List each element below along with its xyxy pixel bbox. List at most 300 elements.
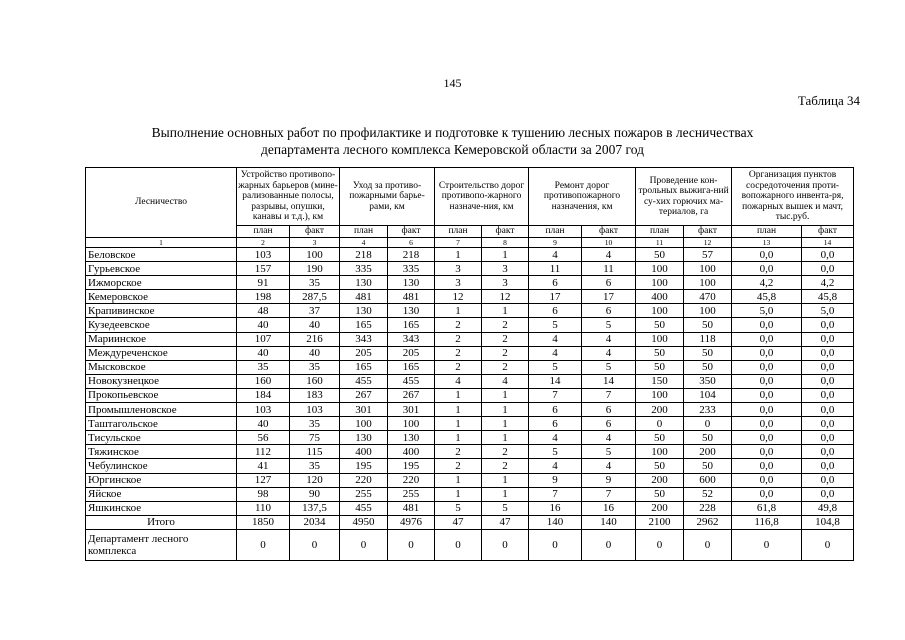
table-cell: 255 [388,487,435,501]
table-cell: 40 [290,318,340,332]
table-cell: 1 [435,431,482,445]
table-cell: 45,8 [802,290,854,304]
table-cell: 5 [435,501,482,515]
table-cell: 50 [636,248,684,262]
table-cell: 49,8 [802,501,854,515]
column-number: 4 [340,238,388,248]
table-cell: 91 [237,276,290,290]
document-title [80,124,825,158]
table-cell: 16 [529,501,582,515]
table-row [86,388,854,402]
table-cell: 50 [636,431,684,445]
table-row [86,304,854,318]
table-cell: 343 [340,332,388,346]
table-cell: 267 [340,388,388,402]
header-fire-points: Организация пунктов сосредоточения проти-вопожарного инвента-ря, пожарных вышек и мачт, тыс.руб. [732,168,854,226]
table-cell: 2 [482,332,529,346]
table-cell: 5 [582,360,636,374]
table-cell: 56 [237,431,290,445]
table-cell: 9 [529,473,582,487]
table-cell: 35 [290,360,340,374]
table-cell: 4 [482,374,529,388]
department-row [86,529,854,560]
table-row [86,501,854,515]
table-row [86,459,854,473]
table-cell: 5 [529,445,582,459]
table-cell: 335 [340,262,388,276]
table-cell: 0 [684,529,732,560]
table-cell: 127 [237,473,290,487]
table-cell: 0,0 [802,473,854,487]
table-cell: 11 [582,262,636,276]
forestry-name: Ижморское [86,276,237,290]
table-cell: 0,0 [732,417,802,431]
table-cell: 4 [582,346,636,360]
header-road-repair: Ремонт дорог противопожарного назначения, км [529,168,636,226]
table-cell: 150 [636,374,684,388]
table-cell: 100 [684,276,732,290]
table-cell: 0,0 [732,388,802,402]
table-cell: 0 [529,529,582,560]
table-cell: 0,0 [732,431,802,445]
table-cell: 130 [340,276,388,290]
table-cell: 0,0 [802,360,854,374]
table-cell: 103 [237,248,290,262]
fact-header: факт [290,226,340,238]
table-row [86,276,854,290]
table-cell: 205 [388,346,435,360]
plan-header: план [529,226,582,238]
table-cell: 6 [582,417,636,431]
forestry-name: Итого [86,515,237,529]
table-cell: 4 [582,332,636,346]
table-cell: 3 [435,262,482,276]
table-cell: 4976 [388,515,435,529]
table-cell: 1 [482,388,529,402]
table-cell: 0,0 [802,332,854,346]
table-cell: 0 [290,529,340,560]
table-cell: 195 [340,459,388,473]
table-cell: 0,0 [732,473,802,487]
table-row [86,431,854,445]
table-cell: 50 [684,459,732,473]
column-number: 6 [388,238,435,248]
table-cell: 0 [237,529,290,560]
table-cell: 0,0 [732,262,802,276]
forestry-name: Междуреченское [86,346,237,360]
table-cell: 1 [435,473,482,487]
table-cell: 50 [636,346,684,360]
forestry-works-table [85,167,854,561]
table-cell: 2 [435,318,482,332]
column-number: 7 [435,238,482,248]
table-cell: 195 [388,459,435,473]
table-cell: 2 [435,445,482,459]
table-row [86,487,854,501]
table-cell: 343 [388,332,435,346]
table-cell: 0 [482,529,529,560]
table-cell: 1 [482,417,529,431]
table-cell: 470 [684,290,732,304]
table-cell: 40 [237,318,290,332]
column-number: 10 [582,238,636,248]
table-row [86,318,854,332]
table-cell: 0 [636,529,684,560]
table-cell: 2962 [684,515,732,529]
table-cell: 115 [290,445,340,459]
table-cell: 0,0 [732,332,802,346]
table-cell: 61,8 [732,501,802,515]
table-cell: 200 [684,445,732,459]
table-cell: 0 [388,529,435,560]
table-cell: 4950 [340,515,388,529]
table-cell: 100 [684,304,732,318]
table-cell: 100 [636,332,684,346]
forestry-name: Кузедеевское [86,318,237,332]
total-row [86,515,854,529]
table-cell: 5,0 [732,304,802,318]
table-cell: 5 [529,318,582,332]
table-cell: 14 [529,374,582,388]
table-cell: 190 [290,262,340,276]
plan-header: план [732,226,802,238]
table-cell: 6 [582,276,636,290]
column-number: 13 [732,238,802,248]
table-cell: 233 [684,403,732,417]
table-row [86,248,854,262]
table-cell: 37 [290,304,340,318]
table-cell: 6 [529,403,582,417]
table-cell: 4 [529,332,582,346]
table-cell: 5 [529,360,582,374]
table-row [86,417,854,431]
table-cell: 57 [684,248,732,262]
table-cell: 0 [340,529,388,560]
column-number: 2 [237,238,290,248]
table-cell: 400 [388,445,435,459]
table-cell: 5 [582,318,636,332]
table-cell: 0,0 [802,262,854,276]
table-cell: 4 [529,459,582,473]
table-cell: 1 [482,304,529,318]
forestry-name: Кемеровское [86,290,237,304]
header-barrier-care: Уход за противо-пожарными барье-рами, км [340,168,435,226]
table-cell: 200 [636,473,684,487]
table-cell: 5 [482,501,529,515]
page-number: 145 [443,76,462,90]
table-row [86,262,854,276]
table-cell: 103 [237,403,290,417]
table-cell: 17 [529,290,582,304]
title-line-1: Выполнение основных работ по профилактике и подготовке к тушению лесных пожаров в лесничествах [151,125,754,140]
table-cell: 118 [684,332,732,346]
table-cell: 4,2 [802,276,854,290]
table-cell: 481 [340,290,388,304]
table-cell: 50 [636,459,684,473]
table-cell: 35 [290,417,340,431]
table-cell: 4 [435,374,482,388]
forestry-name: Яйское [86,487,237,501]
table-cell: 600 [684,473,732,487]
table-cell: 1 [482,248,529,262]
forestry-name: Мысковское [86,360,237,374]
table-cell: 2 [435,346,482,360]
table-cell: 47 [482,515,529,529]
table-cell: 40 [237,417,290,431]
forestry-name: Департамент лесного комплекса [86,529,237,560]
table-cell: 110 [237,501,290,515]
forestry-name: Гурьевское [86,262,237,276]
forestry-name: Юргинское [86,473,237,487]
table-cell: 157 [237,262,290,276]
column-number: 11 [636,238,684,248]
table-cell: 255 [340,487,388,501]
table-cell: 0,0 [802,388,854,402]
forestry-name: Чебулинское [86,459,237,473]
table-cell: 0,0 [802,487,854,501]
table-body [86,248,854,561]
fact-header: факт [482,226,529,238]
table-cell: 4 [582,248,636,262]
header-row [86,168,854,226]
table-cell: 0,0 [802,248,854,262]
table-cell: 218 [340,248,388,262]
forestry-name: Новокузнецкое [86,374,237,388]
column-number: 3 [290,238,340,248]
fact-header: факт [802,226,854,238]
table-cell: 52 [684,487,732,501]
table-cell: 9 [582,473,636,487]
fact-header: факт [582,226,636,238]
table-cell: 184 [237,388,290,402]
table-cell: 0 [684,417,732,431]
table-cell: 100 [636,445,684,459]
table-cell: 2 [482,445,529,459]
table-cell: 4,2 [732,276,802,290]
table-cell: 0,0 [802,431,854,445]
table-cell: 7 [582,388,636,402]
table-cell: 16 [582,501,636,515]
table-cell: 0,0 [802,445,854,459]
table-cell: 287,5 [290,290,340,304]
table-cell: 200 [636,403,684,417]
table-cell: 218 [388,248,435,262]
table-cell: 0 [802,529,854,560]
plan-header: план [340,226,388,238]
table-cell: 220 [388,473,435,487]
table-cell: 2 [482,360,529,374]
table-cell: 98 [237,487,290,501]
table-cell: 1 [482,431,529,445]
table-cell: 41 [237,459,290,473]
table-row [86,332,854,346]
table-cell: 0,0 [802,318,854,332]
column-number: 9 [529,238,582,248]
table-cell: 455 [340,501,388,515]
table-cell: 40 [237,346,290,360]
plan-header: план [636,226,684,238]
table-cell: 100 [636,388,684,402]
table-cell: 116,8 [732,515,802,529]
table-cell: 183 [290,388,340,402]
forestry-name: Беловское [86,248,237,262]
table-cell: 100 [388,417,435,431]
header-barriers: Устройство противопо-жарных барьеров (мине-рализованные полосы, разрывы, опушки, канавы и т.д.), км [237,168,340,226]
table-cell: 100 [636,304,684,318]
table-cell: 1 [482,473,529,487]
table-cell: 481 [388,290,435,304]
table-cell: 2 [482,346,529,360]
table-cell: 130 [388,304,435,318]
column-number: 8 [482,238,529,248]
table-cell: 6 [529,276,582,290]
table-cell: 1 [435,417,482,431]
table-cell: 2 [435,360,482,374]
table-cell: 130 [388,431,435,445]
table-cell: 0,0 [732,318,802,332]
table-cell: 35 [290,276,340,290]
table-cell: 205 [340,346,388,360]
table-cell: 267 [388,388,435,402]
table-cell: 1850 [237,515,290,529]
table-cell: 100 [636,276,684,290]
forestry-name: Мариинское [86,332,237,346]
table-cell: 50 [636,318,684,332]
table-cell: 100 [684,262,732,276]
table-cell: 120 [290,473,340,487]
table-cell: 137,5 [290,501,340,515]
table-cell: 50 [684,346,732,360]
table-cell: 7 [582,487,636,501]
table-cell: 2034 [290,515,340,529]
table-cell: 75 [290,431,340,445]
table-cell: 400 [636,290,684,304]
table-row [86,346,854,360]
table-cell: 48 [237,304,290,318]
table-cell: 165 [340,318,388,332]
table-cell: 0,0 [802,403,854,417]
forestry-name: Прокопьевское [86,388,237,402]
table-cell: 0,0 [732,487,802,501]
table-cell: 11 [529,262,582,276]
table-cell: 1 [435,248,482,262]
table-cell: 0 [732,529,802,560]
table-cell: 50 [636,487,684,501]
table-cell: 1 [482,487,529,501]
column-number-row [86,238,854,248]
table-cell: 6 [582,304,636,318]
table-cell: 3 [482,276,529,290]
header-controlled-burning: Проведение кон-трольных выжига-ний су-хих горючих ма-териалов, га [636,168,732,226]
table-cell: 0,0 [732,374,802,388]
forestry-name: Тисульское [86,431,237,445]
table-cell: 1 [482,403,529,417]
table-cell: 335 [388,262,435,276]
table-cell: 104,8 [802,515,854,529]
table-cell: 5,0 [802,304,854,318]
table-cell: 0,0 [732,445,802,459]
table-row [86,473,854,487]
table-cell: 2 [482,459,529,473]
table-row [86,403,854,417]
table-cell: 0,0 [732,346,802,360]
table-cell: 50 [684,318,732,332]
table-cell: 160 [290,374,340,388]
table-cell: 14 [582,374,636,388]
table-cell: 165 [340,360,388,374]
column-number: 1 [86,238,237,248]
fact-header: факт [684,226,732,238]
table-label: Таблица 34 [797,93,860,108]
table-cell: 1 [435,403,482,417]
table-cell: 103 [290,403,340,417]
table-cell: 3 [435,276,482,290]
table-cell: 50 [636,360,684,374]
table-cell: 6 [529,417,582,431]
table-cell: 1 [435,388,482,402]
table-cell: 100 [636,262,684,276]
header-road-construction: Строительство дорог противопо-жарного назначе-ния, км [435,168,529,226]
header-forestry: Лесничество [86,168,237,238]
table-cell: 455 [388,374,435,388]
table-cell: 160 [237,374,290,388]
table-cell: 0 [582,529,636,560]
table-cell: 2 [435,459,482,473]
table-cell: 0,0 [802,417,854,431]
table-row [86,290,854,304]
table-cell: 130 [340,304,388,318]
table-cell: 0,0 [732,248,802,262]
plan-header: план [237,226,290,238]
table-cell: 0 [636,417,684,431]
table-cell: 0,0 [732,360,802,374]
table-cell: 200 [636,501,684,515]
table-cell: 350 [684,374,732,388]
table-cell: 130 [388,276,435,290]
forestry-name: Таштагольское [86,417,237,431]
table-cell: 12 [482,290,529,304]
table-cell: 112 [237,445,290,459]
table-cell: 5 [582,445,636,459]
table-cell: 2 [482,318,529,332]
table-cell: 2100 [636,515,684,529]
table-cell: 7 [529,487,582,501]
table-cell: 4 [582,459,636,473]
table-cell: 4 [529,346,582,360]
fact-header: факт [388,226,435,238]
table-row [86,374,854,388]
table-cell: 90 [290,487,340,501]
table-cell: 17 [582,290,636,304]
forestry-name: Промышленовское [86,403,237,417]
table-cell: 481 [388,501,435,515]
table-cell: 1 [435,304,482,318]
table-cell: 107 [237,332,290,346]
table-cell: 4 [582,431,636,445]
table-cell: 100 [340,417,388,431]
table-cell: 198 [237,290,290,304]
table-cell: 100 [290,248,340,262]
table-cell: 455 [340,374,388,388]
table-cell: 104 [684,388,732,402]
column-number: 14 [802,238,854,248]
table-cell: 6 [529,304,582,318]
table-cell: 165 [388,360,435,374]
forestry-name: Яшкинское [86,501,237,515]
table-cell: 140 [529,515,582,529]
table-cell: 400 [340,445,388,459]
column-number: 12 [684,238,732,248]
